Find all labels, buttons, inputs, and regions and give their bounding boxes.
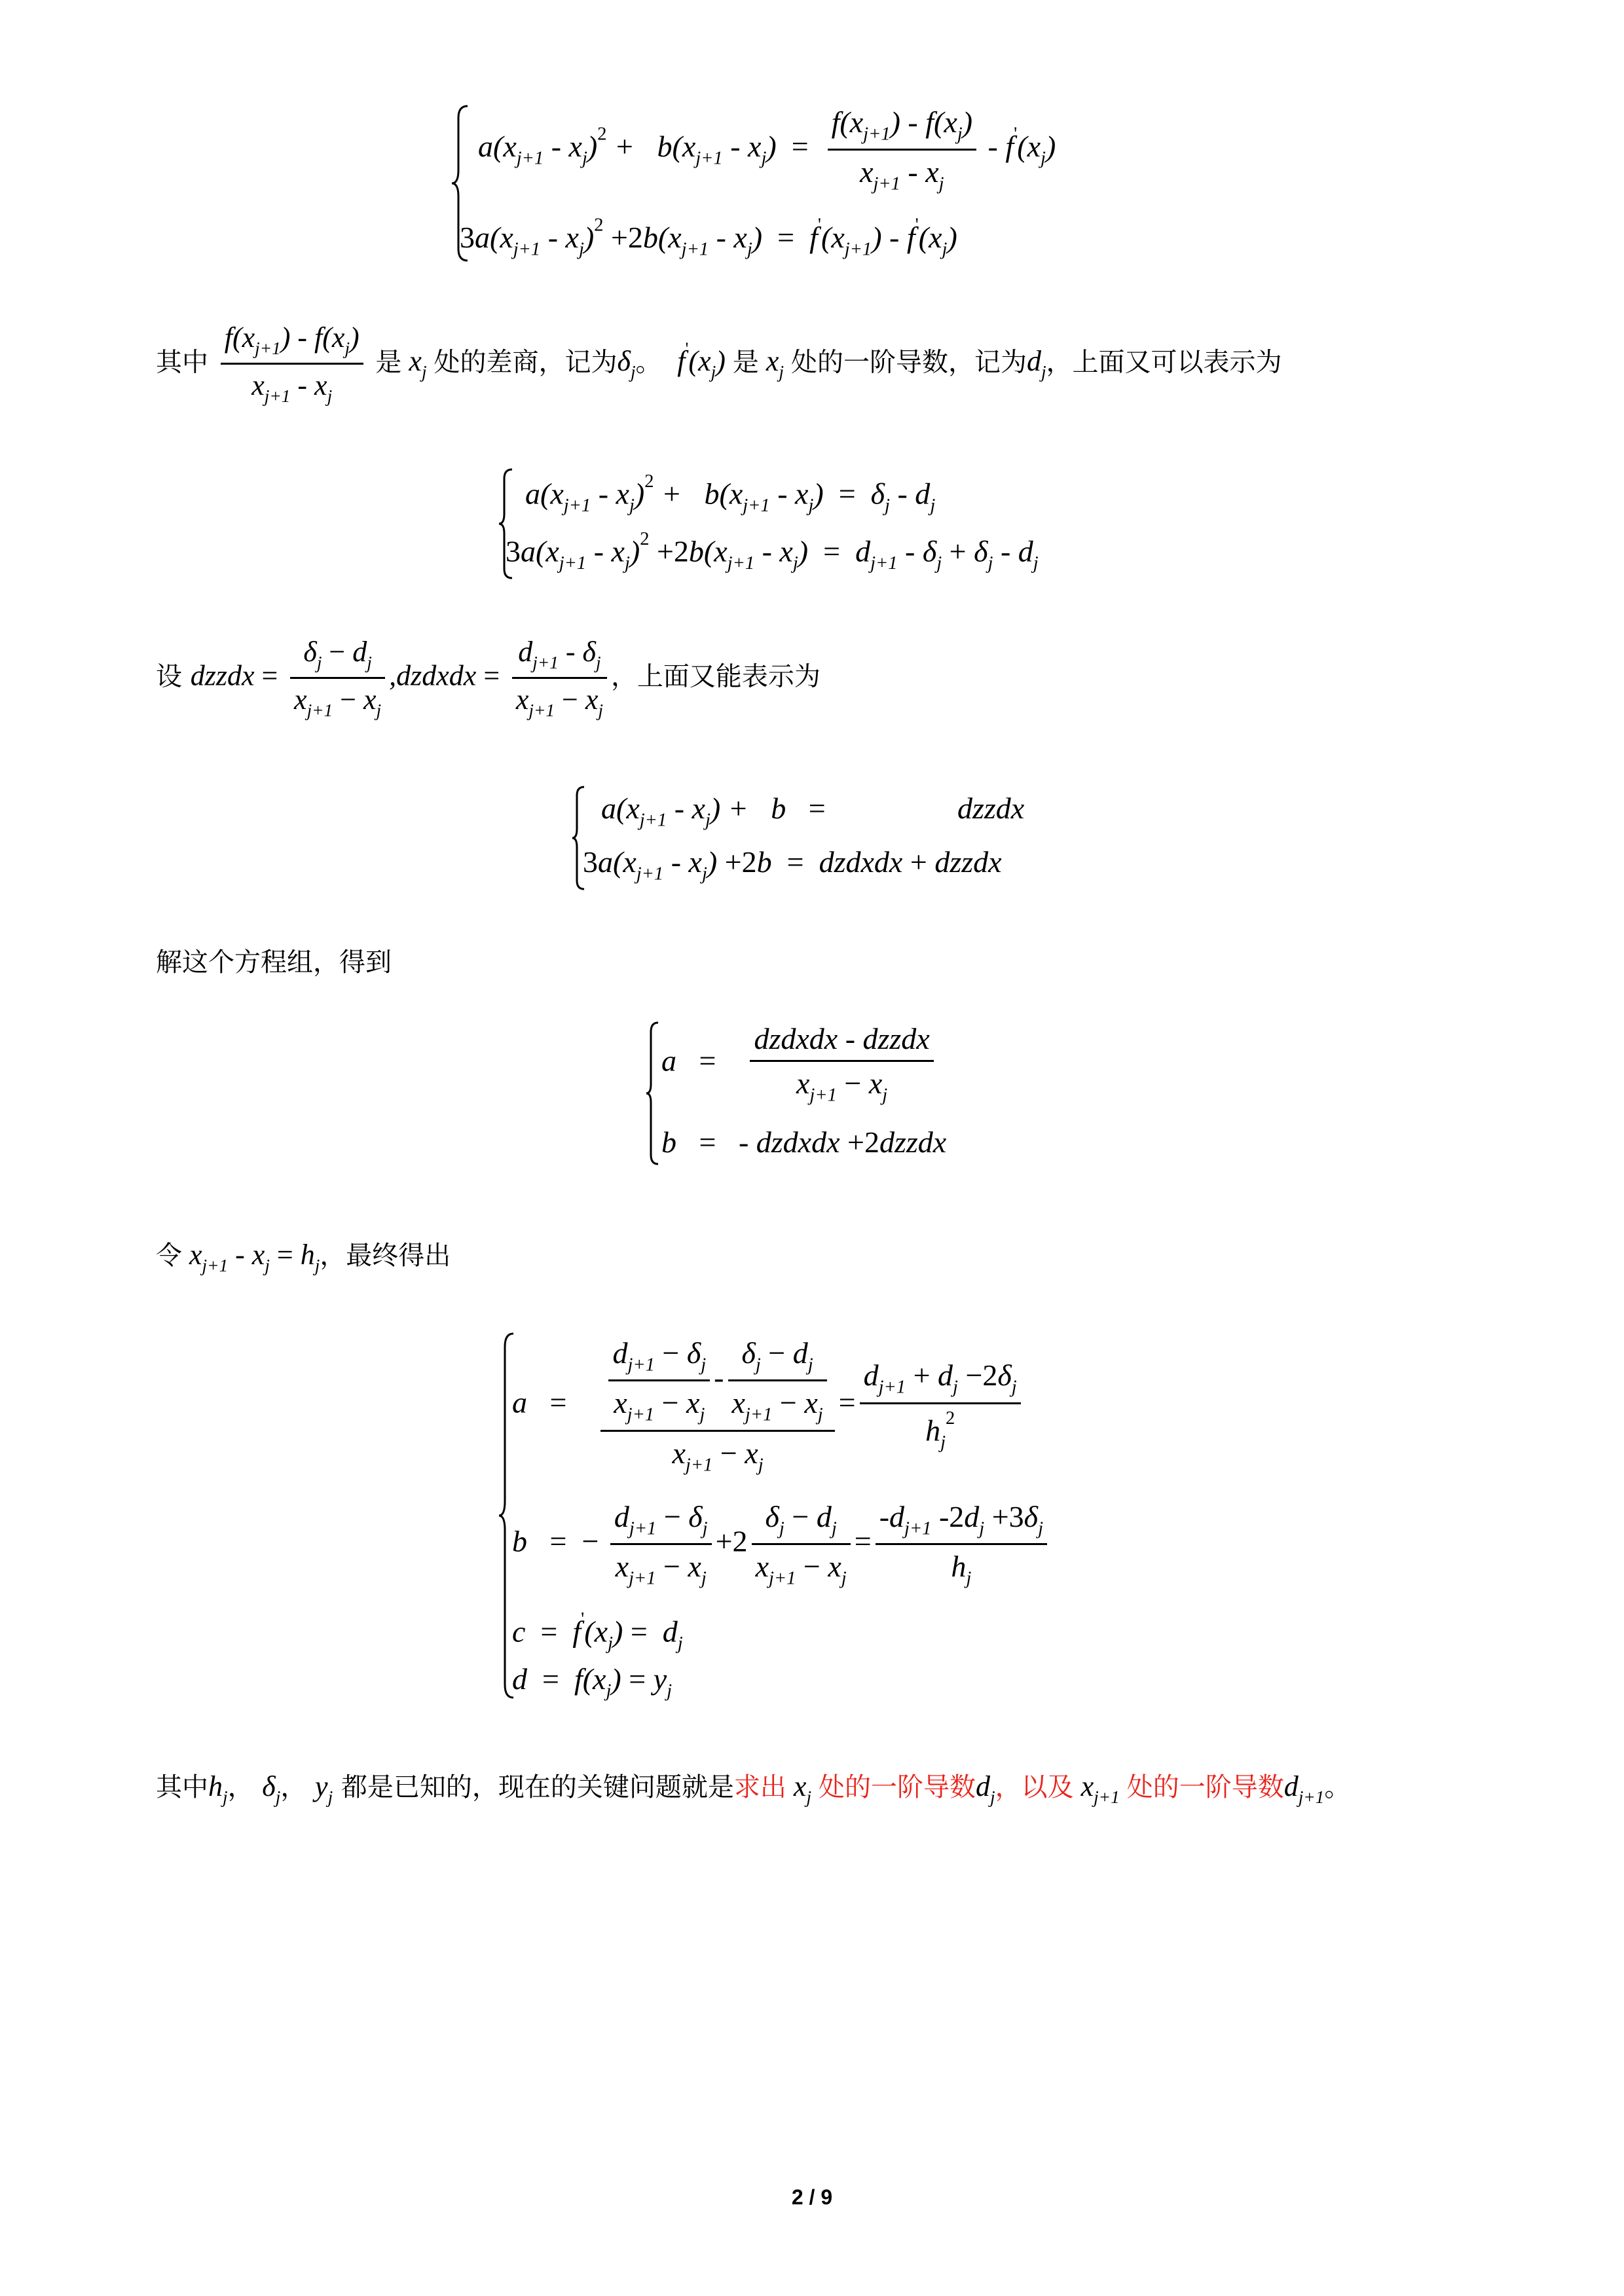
equation-4-row-1: a = $\frac{\text{dzdxdx - dzzdx}}{x_{j+1} - x_j}$: [661, 1021, 938, 1106]
equation-3-row-1-rhs: dzzdx: [957, 792, 1025, 825]
text-segment: 令: [156, 1241, 182, 1271]
text-segment: 设: [156, 661, 182, 692]
equation-3-row-2: $3a(x_{j+1} - x_j) +2b$ = dzdxdx + dzzdx: [583, 845, 1002, 884]
paragraph-solve: 解这个方程组，得到: [156, 947, 392, 977]
paragraph-let-h: 令 $x_{j+1} - x_j = h_j$，最终得出: [156, 1239, 451, 1275]
text-segment: 。: [635, 347, 662, 378]
math-word: dzzdx: [190, 659, 255, 692]
highlight-text: ，以及: [995, 1772, 1074, 1802]
left-brace: [645, 1021, 661, 1165]
text-segment: ，上面又能表示为: [610, 661, 821, 692]
highlight-text: 处的一阶导数: [1126, 1772, 1284, 1802]
math-word: dzdxdx: [396, 659, 477, 692]
highlight-text: 处的一阶导数: [818, 1772, 976, 1802]
text-segment: ，最终得出: [320, 1241, 451, 1271]
text-segment: 其中: [156, 1772, 208, 1802]
equation-5-row-a: a = $\frac{d_{j+1} - \delta_j}{x_{j+1} - x_j}$ - $\frac{\delta_j - d_j}{x_{j+1} - x_j}$ $x_{j+1} - x_j$ = $\frac{d_{j+1} + d_j -2\delta_j}{h_j^2}$: [512, 1336, 1025, 1476]
text-segment: ，: [280, 1772, 307, 1802]
text-segment: 都是已知的，现在的关键问题就是: [341, 1772, 734, 1802]
equation-5-row-c: $c = f'(x_j) = d_j$: [512, 1609, 683, 1654]
text-segment: ，上面又可以表示为: [1046, 347, 1282, 378]
text-segment: 是: [375, 347, 402, 378]
paragraph-conclusion: 其中$h_j$， $\delta_j$， $y_j$ 都是已知的，现在的关键问题就是求出 $x_j$ 处的一阶导数$d_j$，以及 $x_{j+1}$ 处的一阶导数$d_{j+1}$。: [156, 1770, 1351, 1807]
page-number: 2 / 9: [791, 2185, 833, 2209]
equation-2-row-1: $a(x_{j+1} - x_j)^2 + b(x_{j+1} - x_j) = \delta_j - d_j$: [525, 471, 936, 517]
equation-5-row-d: $d = f(x_j) = y_j$: [512, 1662, 673, 1702]
text-segment: ，: [227, 1772, 254, 1802]
equation-3-row-1: $a(x_{j+1} - x_j) + b$ =: [601, 792, 826, 831]
highlight-text: 求出: [733, 1772, 786, 1802]
paragraph-definitions: 设 dzzdx = $\frac{\delta_j - d_j}{x_{j+1} - x_j}$ ,dzdxdx = $\frac{d_{j+1} - \delta_j}{x_{j+1} - x_j}$ ，上面又能表示为: [156, 636, 821, 720]
text-segment: 。: [1324, 1772, 1351, 1802]
text-segment: 其中: [156, 347, 208, 378]
equation-5-row-b: b = − $\frac{d_{j+1} - \delta_j}{x_{j+1} - x_j}$ +2 $\frac{\delta_j - d_j}{x_{j+1} - x_j}$ = $\frac{-d_{j+1} -2d_j +3\delta_j}{h_j}$: [512, 1499, 1051, 1590]
paragraph-difference-quotient: 其中 $\frac{f(x_{j+1}) - f(x_j)}{x_{j+1} - x_j}$ 是 $x_j$ 处的差商，记为$\delta_j$。 $f'(x_j)$ 是 $x_j$ 处的一阶导数，记为$d_j$，上面又可以表示为: [156, 321, 1282, 406]
equation-2-row-2: $3a(x_{j+1} - x_j)^2 +2b(x_{j+1} - x_j) = d_{j+1} - \delta_j + \delta_j - d_j$: [506, 529, 1039, 574]
text-segment: 处的一阶导数，记为: [790, 347, 1027, 378]
equation-1-row-1: $a(x_{j+1} - x_j)^2 + b(x_{j+1} - x_j)$ = $\frac{f(x_{j+1}) - f(x_j)}{x_{j+1} - x_j}$ - $f'(x_j)$: [478, 105, 1056, 194]
equation-1-row-2: $3a(x_{j+1} - x_j)^2 +2b(x_{j+1} - x_j) = f'(x_{j+1}) - f'(x_j)$: [460, 215, 957, 260]
text-segment: 处的差商，记为: [434, 347, 618, 378]
equation-4-row-2: b = - dzdxdx +2dzzdx: [661, 1125, 947, 1159]
text-segment: 是: [732, 347, 759, 378]
